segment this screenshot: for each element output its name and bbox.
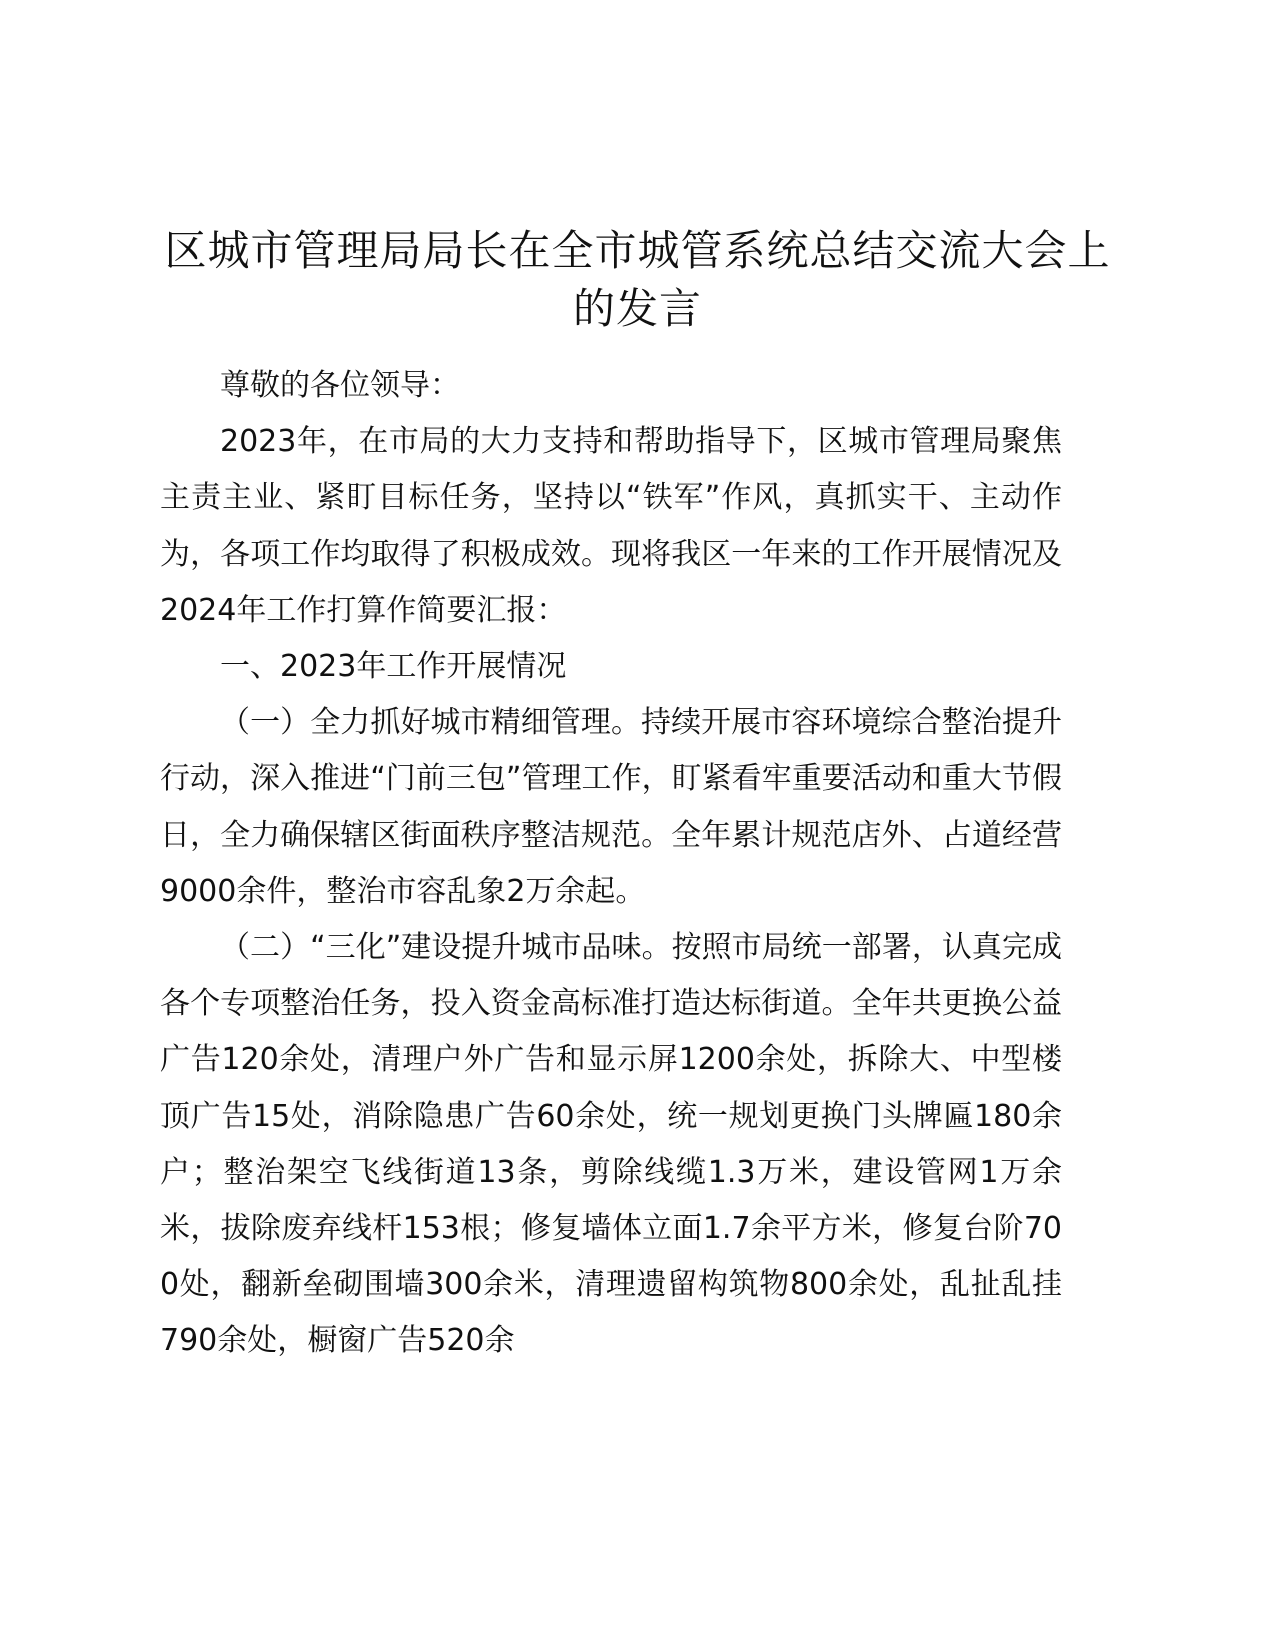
salutation: 尊敬的各位领导： bbox=[220, 368, 460, 403]
document-body bbox=[160, 358, 1062, 1370]
document-title: 区城市管理局局长在全市城管系统总结交流大会上的发言 bbox=[164, 226, 1111, 333]
item-paragraph-1: （一）全力抓好城市精细管理。持续开展市容环境综合整治提升行动，深入推进“门前三包”管理工作，盯紧看牢重要活动和重大节假日，全力确保辖区街面秩序整洁规范。全年累计规范店外、占道经营9000余件，整治市容乱象2万余起。 bbox=[160, 705, 1062, 909]
section-heading-1: 一、2023年工作开展情况 bbox=[220, 649, 567, 685]
intro-paragraph: 2023年，在市局的大力支持和帮助指导下，区城市管理局聚焦主责主业、紧盯目标任务，坚持以“铁军”作风，真抓实干、主动作为，各项工作均取得了积极成效。现将我区一年来的工作开展情况及2024年工作打算作简要汇报： bbox=[160, 424, 1062, 628]
item-paragraph-2: （二）“三化”建设提升城市品味。按照市局统一部署，认真完成各个专项整治任务，投入资金高标准打造达标街道。全年共更换公益广告120余处，清理户外广告和显示屏1200余处，拆除大、中型楼顶广告15处，消除隐患广告60余处，统一规划更换门头牌匾180余户；整治架空飞线街道13条，剪除线缆1.3万米，建设管网1万余米，拔除废弃线杆153根；修复墙体立面1.7余平方米，修复台阶700处，翻新垒砌围墙300余米，清理遗留构筑物800余处，乱扯乱挂790余处，橱窗广告520余 bbox=[160, 930, 1062, 1359]
